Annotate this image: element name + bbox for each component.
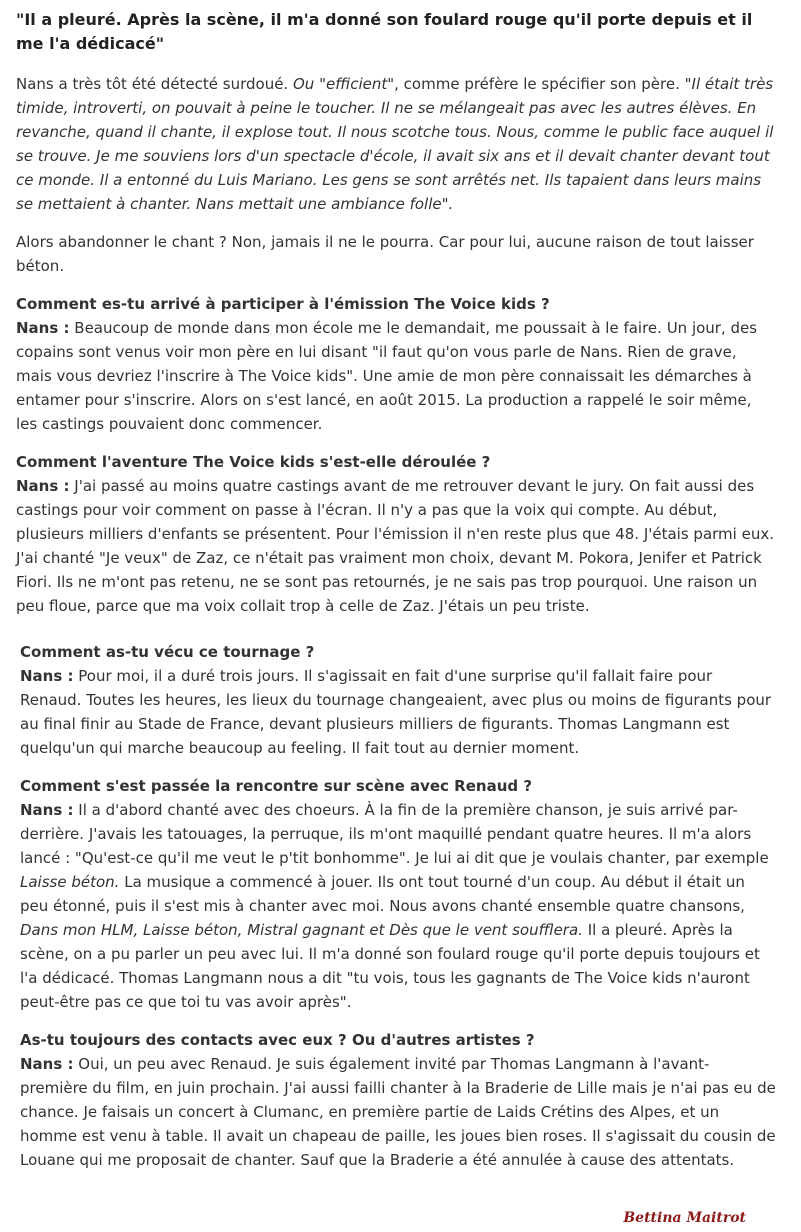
answer-text: La musique a commencé à jouer. Ils ont tout tourné d'un coup. Au début il était un peu étonné, puis il s'est mis à chanter avec moi. Nous avons chanté ensemble quatre chansons,: [20, 873, 745, 915]
answer-paragraph: [16, 474, 776, 618]
speaker-label: Nans :: [16, 319, 70, 337]
answer-paragraph: [20, 1052, 776, 1172]
question-heading: Comment s'est passée la rencontre sur scène avec Renaud ?: [20, 777, 533, 795]
intro-paragraph: [16, 72, 776, 216]
qa-block: [16, 1028, 776, 1172]
answer-text: Il a pleuré. Après la scène, on a pu parler un peu avec lui. Il m'a donné son foulard rouge qu'il porte depuis toujours et l'a dédicacé. Thomas Langmann nous a dit "tu vois, tous les gagnants de The Voice kids n'auront peut-être pas ce que toi tu vas avoir après".: [20, 921, 760, 1011]
question-heading: Comment as-tu vécu ce tournage ?: [20, 643, 315, 661]
answer-paragraph: [16, 316, 776, 436]
answer-text: J'ai passé au moins quatre castings avant de me retrouver devant le jury. On fait aussi des castings pour voir comment on passe à l'écran. Il n'y a pas que la voix qui compte. Au début, plusieurs milliers d'enfants se présentent. Pour l'émission il n'en reste plus que 48. J'étais parmi eux. J'ai chanté "Je veux" de Zaz, ce n'était pas vraiment mon choix, devant M. Pokora, Jenifer et Patrick Fiori. Ils ne m'ont pas retenu, ne se sont pas retournés, je ne sais pas trop pourquoi. Une raison un peu floue, parce que ma voix collait trop à celle de Zaz. J'étais un peu triste.: [16, 477, 774, 615]
answer-text: Beaucoup de monde dans mon école me le demandait, me poussait à le faire. Un jour, des copains sont venus voir mon père en lui disant "il faut qu'on vous parle de Nans. Rien de grave, mais vous devriez l'inscrire à The Voice kids". Une amie de mon père connaissait les démarches à entamer pour s'inscrire. Alors on s'est lancé, en août 2015. La production a rappelé le soir même, les castings pouvaient donc commencer.: [16, 319, 758, 433]
intro-quote-term: Ou "efficient": [293, 75, 395, 93]
author-signature: Bettina Maitrot: [623, 1210, 746, 1226]
qa-block: [16, 640, 776, 760]
question-heading: As-tu toujours des contacts avec eux ? Ou d'autres artistes ?: [20, 1031, 535, 1049]
speaker-label: Nans :: [20, 667, 74, 685]
intro-text-2: , comme préfère le spécifier son père.: [394, 75, 685, 93]
question-heading: Comment l'aventure The Voice kids s'est-elle déroulée ?: [16, 453, 491, 471]
intro-text: Nans a très tôt été détecté surdoué.: [16, 75, 293, 93]
father-quote: "Il était très timide, introverti, on pouvait à peine le toucher. Il ne se mélangeait pas avec les autres élèves. En revanche, quand il chante, il explose tout. Il nous scotche tous. Nous, comme le public face auquel il se trouve. Je me souviens lors d'un spectacle d'école, il avait six ans et il devait chanter devant tout ce monde. Il a entonné du Luis Mariano. Les gens se sont arrêtés net. Ils tapaient dans leurs mains se mettaient à chanter. Nans mettait une ambiance folle".: [16, 75, 774, 213]
qa-block: [16, 292, 776, 436]
question-heading: Comment es-tu arrivé à participer à l'émission The Voice kids ?: [16, 295, 550, 313]
answer-paragraph: [20, 664, 776, 760]
article-body: [16, 8, 776, 1186]
song-title: Laisse béton.: [20, 873, 120, 891]
answer-text: Il a d'abord chanté avec des choeurs. À la fin de la première chanson, je suis arrivé par-derrière. J'avais les tatouages, la perruque, ils m'ont maquillé pendant quatre heures. Il m'a alors lancé : "Qu'est-ce qu'il me veut le p'tit bonhomme". Je lui ai dit que je voulais chanter, par exemple: [20, 801, 769, 867]
answer-text: Oui, un peu avec Renaud. Je suis également invité par Thomas Langmann à l'avant-première du film, en juin prochain. J'ai aussi failli chanter à la Braderie de Lille mais je n'ai pas eu de chance. Je faisais un concert à Clumanc, en première partie de Laids Crétins des Alpes, et un homme est venu à table. Il avait un chapeau de paille, les joues bien roses. Il s'agissait du cousin de Louane qui me proposait de chanter. Sauf que la Braderie a été annulée à cause des attentats.: [20, 1055, 776, 1169]
qa-block: [16, 774, 776, 1014]
speaker-label: Nans :: [16, 477, 70, 495]
speaker-label: Nans :: [20, 1055, 74, 1073]
answer-paragraph: [20, 798, 776, 1014]
qa-block: [16, 450, 776, 618]
speaker-label: Nans :: [20, 801, 74, 819]
intro-paragraph-2: Alors abandonner le chant ? Non, jamais il ne le pourra. Car pour lui, aucune raison de tout laisser béton.: [16, 233, 754, 275]
pull-quote: "Il a pleuré. Après la scène, il m'a donné son foulard rouge qu'il porte depuis et il me l'a dédicacé": [16, 10, 753, 53]
answer-text: Pour moi, il a duré trois jours. Il s'agissait en fait d'une surprise qu'il fallait faire pour Renaud. Toutes les heures, les lieux du tournage changeaient, avec plus ou moins de figurants pour au final finir au Stade de France, devant plusieurs milliers de figurants. Thomas Langmann est quelqu'un qui marche beaucoup au feeling. Il fait tout au dernier moment.: [20, 667, 772, 757]
song-list: Dans mon HLM, Laisse béton, Mistral gagnant et Dès que le vent soufflera.: [20, 921, 583, 939]
